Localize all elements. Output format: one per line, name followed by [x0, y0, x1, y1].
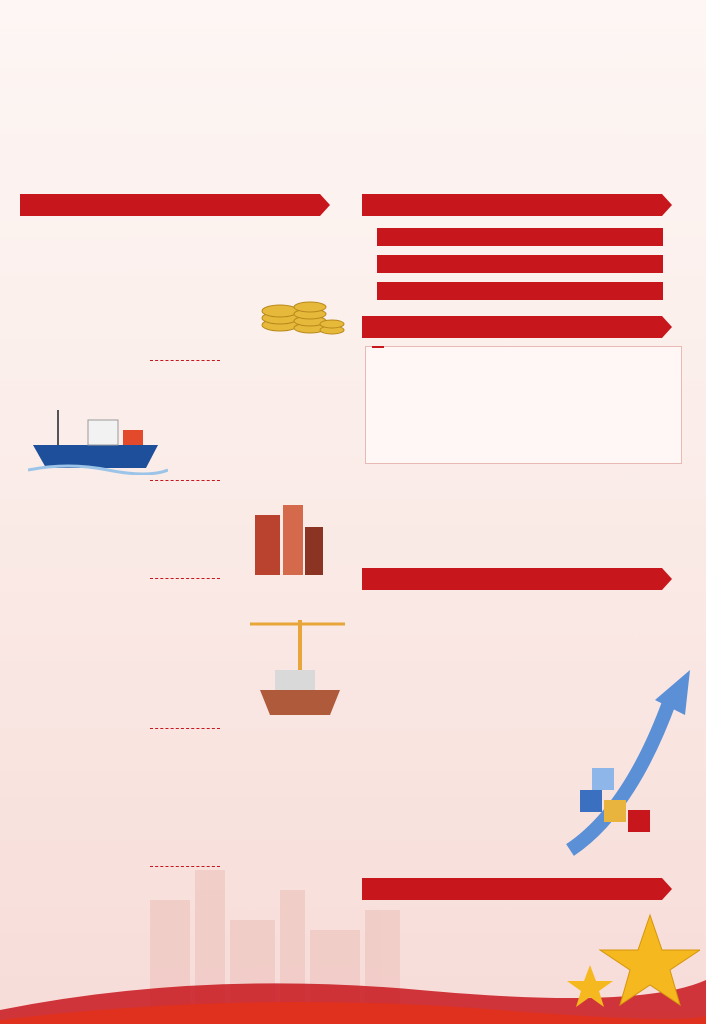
coins-illustration: [250, 270, 350, 340]
sec2-bar-1: [377, 228, 663, 246]
growth-arrow-illustration: [560, 660, 700, 860]
welfare-title: [150, 728, 220, 729]
sec2-bar-2: [377, 255, 663, 273]
stars-decoration: [560, 905, 700, 1020]
buildings-illustration: [245, 505, 325, 575]
economy-title: [150, 215, 220, 216]
section5-heading: [362, 878, 662, 900]
task-label: [372, 346, 384, 348]
section4-heading: [362, 568, 662, 590]
task-box: [365, 346, 682, 464]
section1-heading: [20, 194, 320, 216]
tough-title: [150, 480, 220, 481]
section3-heading: [362, 316, 662, 338]
projects-title: [150, 360, 220, 361]
party-title: [150, 866, 220, 867]
sec2-bar-3: [377, 282, 663, 300]
section2-heading: [362, 194, 662, 216]
ship-illustration: [28, 400, 168, 475]
urban-title: [150, 578, 220, 579]
crane-illustration: [230, 610, 350, 725]
